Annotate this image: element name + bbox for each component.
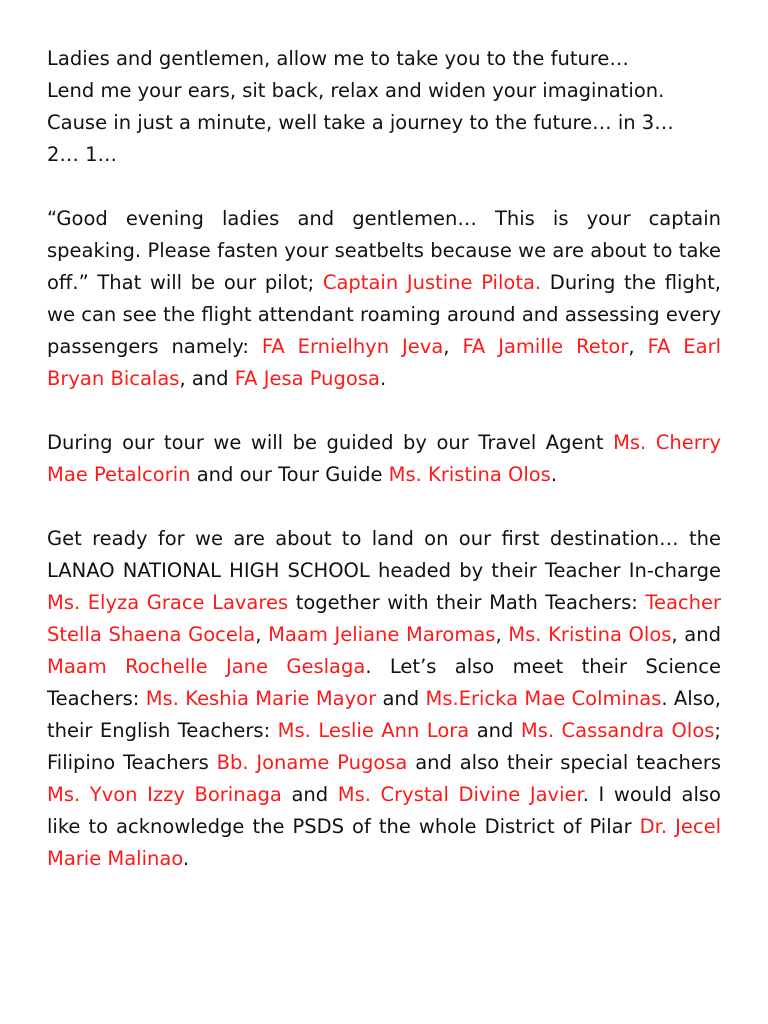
intro-line: Lend me your ears, sit back, relax and widen your imagination.	[47, 79, 665, 102]
pilot-name: Captain Justine Pilota.	[322, 271, 542, 294]
body-text: During the flight, we can see the flight attendant roaming around and assessing every passengers namely:	[47, 271, 721, 358]
math-teacher-name: Ms. Kristina Olos	[508, 623, 672, 646]
body-text: “Good evening ladies and gentlemen… This is your captain speaking. Please fasten your seatbelts because we are about to take off.” That will be our pilot;	[47, 207, 721, 294]
body-text: During our tour we will be guided by our Travel Agent	[47, 431, 614, 454]
body-text: . Also, their English Teachers:	[47, 687, 721, 742]
body-text: and	[376, 687, 426, 710]
special-teacher-name: Ms. Yvon Izzy Borinaga	[47, 783, 282, 806]
body-text: and our Tour Guide	[190, 463, 389, 486]
period-text: .	[379, 367, 387, 390]
attendant-name: FA Jamille Retor	[462, 335, 629, 358]
teacher-incharge-name: Ms. Elyza Grace Lavares	[47, 591, 289, 614]
body-text: ; Filipino Teachers	[47, 719, 721, 774]
separator-text: , and	[179, 367, 235, 390]
period-text: .	[182, 847, 190, 870]
flight-paragraph	[47, 203, 721, 395]
tour-guide-name: Ms. Kristina Olos	[388, 463, 551, 486]
body-text: and	[469, 719, 521, 742]
separator-text: ,	[628, 335, 648, 358]
english-teacher-name: Ms. Cassandra Olos	[520, 719, 715, 742]
science-teacher-name: Ms.Ericka Mae Colminas	[425, 687, 662, 710]
school-paragraph	[47, 523, 721, 875]
body-text: Get ready for we are about to land on our first destination… the LANAO NATIONAL HIGH SCHOOL headed by their Teacher In-charge	[47, 527, 721, 582]
body-text: together with their Math Teachers:	[288, 591, 646, 614]
separator-text: ,	[443, 335, 463, 358]
attendant-name: FA Ernielhyn Jeva	[261, 335, 444, 358]
period-text: .	[550, 463, 558, 486]
math-teacher-name: Maam Rochelle Jane Geslaga	[47, 655, 366, 678]
body-text: . I would also like to acknowledge the PSDS of the whole District of Pilar	[47, 783, 721, 838]
science-teacher-name: Ms. Keshia Marie Mayor	[145, 687, 377, 710]
intro-line: 2… 1…	[47, 143, 118, 166]
speech-document	[47, 43, 721, 907]
english-teacher-name: Ms. Leslie Ann Lora	[277, 719, 470, 742]
math-teacher-name: Teacher Stella Shaena Gocela	[47, 591, 721, 646]
intro-line: Ladies and gentlemen, allow me to take you to the future…	[47, 47, 629, 70]
body-text: and	[281, 783, 338, 806]
body-text: . Let’s also meet their Science Teachers:	[47, 655, 721, 710]
separator-text: , and	[671, 623, 721, 646]
travel-agent-name: Ms. Cherry Mae Petalcorin	[47, 431, 722, 486]
special-teacher-name: Ms. Crystal Divine Javier	[337, 783, 583, 806]
separator-text: ,	[495, 623, 509, 646]
math-teacher-name: Maam Jeliane Maromas	[268, 623, 496, 646]
attendant-name: FA Jesa Pugosa	[234, 367, 380, 390]
separator-text: ,	[255, 623, 269, 646]
attendant-name: FA Earl Bryan Bicalas	[47, 335, 721, 390]
intro-line: Cause in just a minute, well take a journey to the future… in 3…	[47, 111, 674, 134]
intro-paragraph	[47, 43, 721, 171]
psds-name: Dr. Jecel Marie Malinao	[47, 815, 721, 870]
filipino-teacher-name: Bb. Joname Pugosa	[216, 751, 408, 774]
body-text: and also their special teachers	[407, 751, 721, 774]
tour-paragraph	[47, 427, 721, 491]
